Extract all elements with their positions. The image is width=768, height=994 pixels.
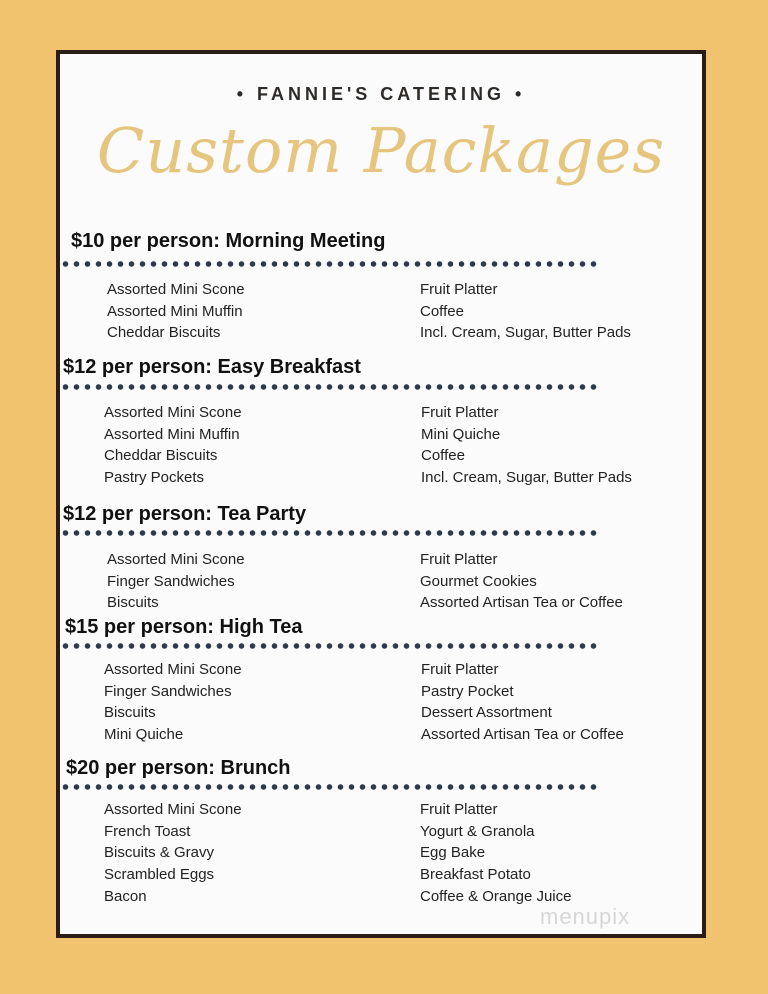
menu-item: Cheddar Biscuits xyxy=(107,324,221,342)
items-column-left xyxy=(104,402,242,489)
items-column-left xyxy=(107,279,245,344)
package-title: $12 per person: Easy Breakfast xyxy=(63,356,361,378)
package-title: $20 per person: Brunch xyxy=(66,757,291,779)
watermark: menupix xyxy=(540,904,631,929)
menu-item: Pastry Pocket xyxy=(421,682,514,700)
items-column-left xyxy=(104,799,242,907)
package-title: $12 per person: Tea Party xyxy=(63,503,307,525)
items-column-left xyxy=(104,659,242,746)
menu-item: Dessert Assortment xyxy=(421,704,552,722)
menu-item: Biscuits xyxy=(104,704,156,722)
menu-item: Assorted Mini Scone xyxy=(104,404,242,421)
menu-item: Fruit Platter xyxy=(420,281,498,298)
page-title: Custom Packages xyxy=(96,114,666,187)
items-column-right xyxy=(421,402,632,489)
items-column-right xyxy=(420,799,571,907)
items-column-right xyxy=(420,279,631,344)
menu-item: Coffee xyxy=(420,302,464,320)
dotted-divider xyxy=(60,383,600,391)
menu-item: Assorted Mini Muffin xyxy=(107,302,243,320)
menu-item: Biscuits xyxy=(107,594,159,612)
menu-item: Pastry Pockets xyxy=(104,469,205,487)
menu-item: Finger Sandwiches xyxy=(104,682,232,700)
menu-item: Fruit Platter xyxy=(420,801,498,818)
menu-item: Breakfast Potato xyxy=(420,866,531,884)
dotted-divider xyxy=(60,260,600,268)
menu-item: Assorted Artisan Tea or Coffee xyxy=(421,726,624,744)
bullet-left: • xyxy=(236,84,248,104)
menu-item: Cheddar Biscuits xyxy=(104,447,218,465)
menu-item: Assorted Mini Scone xyxy=(104,661,242,678)
items-column-right xyxy=(420,549,623,614)
menu-item: Coffee xyxy=(421,447,465,465)
package-title: $10 per person: Morning Meeting xyxy=(71,230,386,252)
menu-item: Assorted Artisan Tea or Coffee xyxy=(420,594,623,612)
menu-item: Gourmet Cookies xyxy=(420,572,537,590)
dotted-divider xyxy=(60,529,600,537)
menu-item: Assorted Mini Scone xyxy=(107,281,245,298)
menu-card xyxy=(56,50,706,938)
menu-item: Bacon xyxy=(104,887,147,905)
menu-item: Assorted Mini Scone xyxy=(107,551,245,568)
menu-item: Incl. Cream, Sugar, Butter Pads xyxy=(421,469,632,487)
menu-item: Egg Bake xyxy=(420,844,486,862)
menu-item: Fruit Platter xyxy=(420,551,498,568)
menu-item: Fruit Platter xyxy=(421,661,499,678)
dotted-divider xyxy=(60,783,600,791)
brand-header xyxy=(60,84,702,105)
bullet-right: • xyxy=(514,84,526,104)
menu-item: Coffee & Orange Juice xyxy=(420,887,572,905)
menu-item: Mini Quiche xyxy=(104,726,184,744)
menu-item: Assorted Mini Scone xyxy=(104,801,242,818)
menu-item: French Toast xyxy=(104,822,191,840)
items-column-left xyxy=(107,549,245,614)
menu-item: Assorted Mini Muffin xyxy=(104,425,240,443)
menu-item: Yogurt & Granola xyxy=(420,822,535,840)
brand-name: FANNIE'S CATERING xyxy=(257,84,505,104)
dotted-divider xyxy=(60,642,600,650)
package-title: $15 per person: High Tea xyxy=(65,616,303,638)
items-column-right xyxy=(421,659,624,746)
menu-item: Biscuits & Gravy xyxy=(104,844,215,862)
menu-item: Mini Quiche xyxy=(421,425,501,443)
menu-item: Scrambled Eggs xyxy=(104,866,215,884)
menu-item: Finger Sandwiches xyxy=(107,572,235,590)
menu-item: Fruit Platter xyxy=(421,404,499,421)
menu-item: Incl. Cream, Sugar, Butter Pads xyxy=(420,324,631,342)
